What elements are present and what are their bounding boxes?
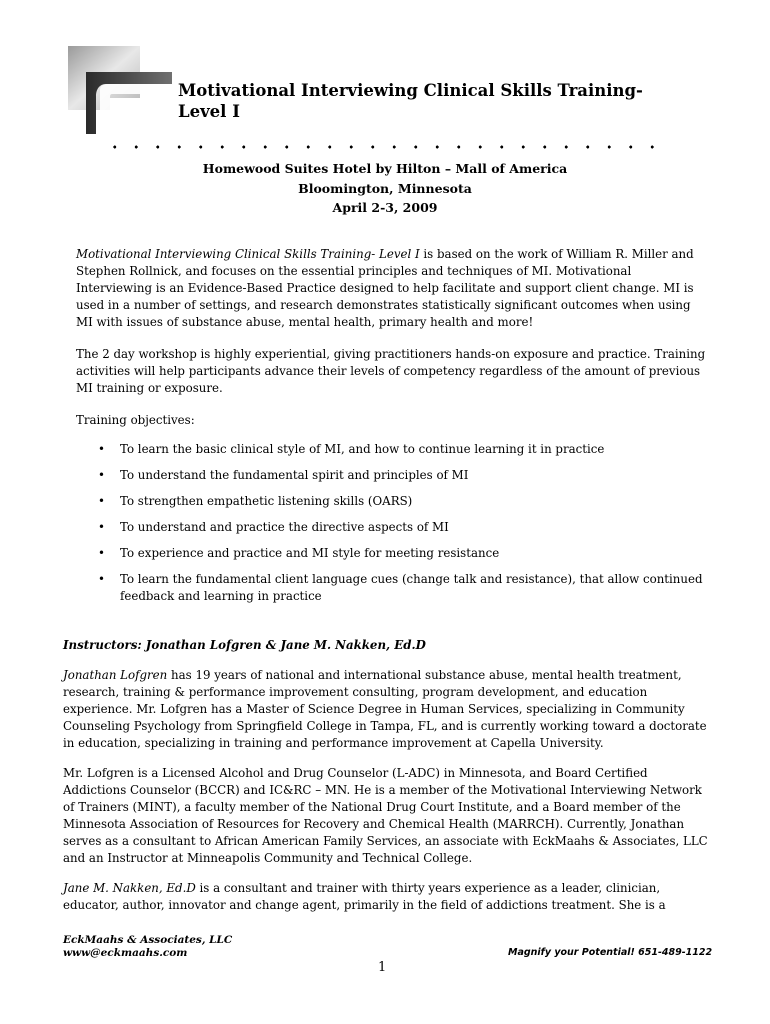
bullet-icon: • xyxy=(98,494,105,508)
bullet-icon: • xyxy=(98,520,105,534)
footer-tagline: Magnify your Potential! 651-489-1122 xyxy=(508,947,713,958)
title-line-1: Motivational Interviewing Clinical Skills Training- xyxy=(178,81,643,100)
dotted-divider xyxy=(104,145,664,149)
list-item: • To experience and practice and MI style for meeting resistance xyxy=(98,546,500,560)
venue-city: Bloomington, Minnesota xyxy=(298,180,472,196)
page-number: 1 xyxy=(378,960,387,975)
bullet-icon: • xyxy=(98,546,105,560)
venue-name: Homewood Suites Hotel by Hilton – Mall of America xyxy=(202,161,568,176)
lofgren-name: Jonathan Lofgren xyxy=(63,668,168,682)
list-item: • To understand and practice the directive aspects of MI xyxy=(98,520,449,534)
lofgren-bio-paragraph: Jonathan Lofgren has 19 years of national and international substance abuse, mental health treatment, research, training & performance improvement consulting, program development, and education experience. Mr. Lofgren has a Master of Science Degree in Human Services, specializing in Community Counseling Psychology from Springfield College in Tampa, FL, and is currently working toward a doctorate in education, specializing in training and performance improvement at Capella University. xyxy=(63,668,707,750)
objectives-list xyxy=(76,441,706,605)
lofgren-credentials-paragraph: Mr. Lofgren is a Licensed Alcohol and Drug Counselor (L-ADC) in Minnesota, and Board Certified Addictions Counselor (BCCR) and IC&RC – MN. He is a member of the Motivational Interviewing Network of Trainers (MINT), a faculty member of the National Drug Court Institute, and a Board member of the Minnesota Association of Resources for Recovery and Chemical Health (MARRCH). Currently, Jonathan serves as a consultant to African American Family Services, an associate with EckMaahs & Associates, LLC and an Instructor at Minneapolis Community and Technical College. xyxy=(63,766,708,865)
list-item: • To learn the basic clinical style of MI, and how to continue learning it in practice xyxy=(98,442,605,456)
nakken-bio-paragraph: Jane M. Nakken, Ed.D is a consultant and trainer with thirty years experience as a leader, clinician, educator, author, innovator and change agent, primarily in the field of addictions treatment. She is a xyxy=(63,881,666,912)
venue-block xyxy=(0,159,770,218)
footer-company: EckMaahs & Associates, LLC xyxy=(63,934,233,946)
workshop-paragraph: The 2 day workshop is highly experiential, giving practitioners hands-on exposure and practice. Training activities will help participants advance their levels of competency regardless of the amount of previous MI training or exposure. xyxy=(76,347,706,395)
nakken-name: Jane M. Nakken, Ed.D xyxy=(63,881,196,895)
venue-date: April 2-3, 2009 xyxy=(332,200,438,215)
main-content xyxy=(76,246,706,614)
objectives-heading: Training objectives: xyxy=(76,413,195,427)
intro-paragraph xyxy=(76,246,706,331)
intro-italic-lead: Motivational Interviewing Clinical Skills Training- Level I xyxy=(76,247,420,261)
document-title xyxy=(178,80,738,122)
instructors-heading: Instructors: Jonathan Lofgren & Jane M. Nakken, Ed.D xyxy=(63,638,426,652)
footer-web-link[interactable]: www@eckmaahs.com xyxy=(63,947,188,959)
title-line-2: Level I xyxy=(178,102,240,121)
bullet-icon: • xyxy=(98,468,105,482)
list-item: • To understand the fundamental spirit and principles of MI xyxy=(98,468,469,482)
footer-company-block xyxy=(63,934,232,960)
intro-rest: is based on the work of William R. Miller and Stephen Rollnick, and focuses on the essential principles and techniques of MI. Motivational Interviewing is an Evidence-Based Practice designed to help facilitate and support client change. MI is used in a number of settings, and research demonstrates statistically significant outcomes when using MI with issues of substance abuse, mental health, primary health and more! xyxy=(76,247,694,329)
list-item: • To strengthen empathetic listening skills (OARS) xyxy=(98,494,413,508)
abstract-bracket-logo-icon xyxy=(66,42,178,134)
bullet-icon: • xyxy=(98,442,105,456)
instructors-section xyxy=(63,637,711,927)
bullet-icon: • xyxy=(98,572,105,586)
list-item: • To learn the fundamental client language cues (change talk and resistance), that allow continued feedback and learning in practice xyxy=(98,572,703,603)
